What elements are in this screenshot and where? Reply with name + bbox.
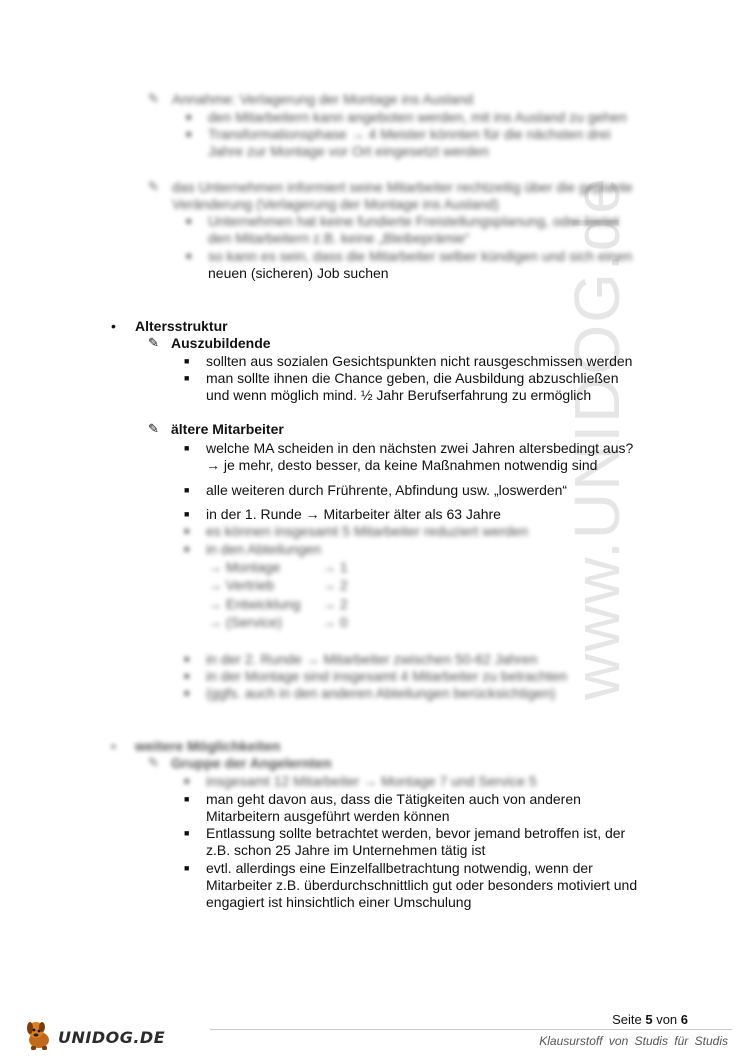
dept-value: → 2 xyxy=(322,596,348,612)
footer-tagline: Klausurstoff von Studis für Studis xyxy=(539,1034,728,1048)
text-line: Annahme: Verlagerung der Montage ins Ausland xyxy=(172,91,474,107)
arrow-bullet-icon: ✎ xyxy=(148,91,159,106)
text-line: ■ in der 1. Runde → Mitarbeiter älter als 63 Jahre xyxy=(206,506,501,523)
subsection-heading: Gruppe der Angelernten xyxy=(171,755,332,771)
text-line: Mitarbeiter z.B. überdurchschnittlich gut oder besonders motiviert und xyxy=(206,877,638,893)
text-line: ■ es können insgesamt 5 Mitarbeiter reduziert werden xyxy=(206,523,528,540)
text-line: ■ in der Montage sind insgesamt 4 Mitarbeiter zu betrachten xyxy=(206,668,567,685)
text-line: ■ Unternehmen hat keine fundierte Freistellungsplanung, oder bietet xyxy=(208,213,619,230)
text-line: ■ Entlassung sollte betrachtet werden, bevor jemand betroffen ist, der xyxy=(206,825,625,842)
dept-value: → 1 xyxy=(322,559,348,575)
text-line: → je mehr, desto besser, da keine Maßnahmen notwendig sind xyxy=(206,457,598,473)
text-line: Jahre zur Montage vor Ort eingesetzt werden xyxy=(208,143,489,159)
text-line: Veränderung (Verlagerung der Montage ins Ausland) xyxy=(172,196,499,212)
text-line: neuen (sicheren) Job suchen xyxy=(208,265,389,281)
arrow-bullet-icon: ✎ xyxy=(148,335,159,350)
dept-value: → 2 xyxy=(322,577,348,593)
dept-name: → Vertrieb xyxy=(208,577,275,593)
unidog-logo xyxy=(22,1016,166,1052)
text-line: z.B. schon 25 Jahre im Unternehmen tätig ist xyxy=(206,842,486,858)
text-line: ■ alle weiteren durch Frührente, Abfindung usw. „loswerden“ xyxy=(206,482,567,499)
text-line: ■ welche MA scheiden in den nächsten zwei Jahren altersbedingt aus? xyxy=(206,440,633,457)
text-line: engagiert ist hinsichtlich einer Umschulung xyxy=(206,894,472,910)
text-line: ■ in den Abteilungen xyxy=(206,541,321,558)
arrow-bullet-icon: ✎ xyxy=(148,179,159,194)
text-line: das Unternehmen informiert seine Mitarbeiter rechtzeitig über die geplante xyxy=(172,179,633,195)
text-line: ■ man sollte ihnen die Chance geben, die Ausbildung abzuschließen xyxy=(206,370,619,387)
text-line: Mitarbeitern ausgeführt werden können xyxy=(206,808,450,824)
text-line: ■ den Mitarbeitern kann angeboten werden, mit ins Ausland zu gehen xyxy=(208,109,627,126)
logo-text: UNIDOG.DE xyxy=(58,1028,166,1047)
text-line: und wenn möglich mind. ½ Jahr Berufserfahrung zu ermöglich xyxy=(206,387,592,403)
dept-name: → Montage xyxy=(208,559,281,575)
watermark: www.UNIDOG.de xyxy=(561,176,633,700)
text-line: ■ (ggfs. auch in den anderen Abteilungen berücksichtigen) xyxy=(206,685,555,702)
text-line: den Mitarbeitern z.B. keine „Bleibeprämie“ xyxy=(208,230,470,246)
text-line: ■ sollten aus sozialen Gesichtspunkten nicht rausgeschmissen werden xyxy=(206,353,632,370)
text-line: ■ man geht davon aus, dass die Tätigkeiten auch von anderen xyxy=(206,791,581,808)
arrow-bullet-icon: ✎ xyxy=(148,421,159,436)
footer-divider xyxy=(210,1029,732,1030)
bullet-dot-icon: • xyxy=(111,318,116,334)
dept-name: → Entwicklung xyxy=(208,596,301,612)
dog-mascot-icon xyxy=(22,1016,58,1052)
text-line: ■ so kann es sein, dass die Mitarbeiter selber kündigen und sich einen xyxy=(208,248,632,265)
section-heading: weitere Möglichkeiten xyxy=(135,738,281,754)
text-line: ■ insgesamt 12 Mitarbeiter → Montage 7 und Service 5 xyxy=(206,773,537,790)
text-line: ■ evtl. allerdings eine Einzelfallbetrachtung notwendig, wenn der xyxy=(206,860,593,877)
arrow-bullet-icon: ✎ xyxy=(148,755,159,770)
subsection-heading: ältere Mitarbeiter xyxy=(171,421,284,437)
text-line: ■ Transformationsphase → 4 Meister könnten für die nächsten drei xyxy=(208,126,611,143)
dept-value: → 0 xyxy=(322,614,348,630)
section-heading: Altersstruktur xyxy=(135,318,228,334)
dept-name: → (Service) xyxy=(208,614,282,630)
page-number: Seite 5 von 6 xyxy=(612,1012,688,1027)
bullet-dot-icon: • xyxy=(111,738,116,754)
text-line: ■ in der 2. Runde → Mitarbeiter zwischen 50-62 Jahren xyxy=(206,651,538,668)
subsection-heading: Auszubildende xyxy=(171,335,271,351)
